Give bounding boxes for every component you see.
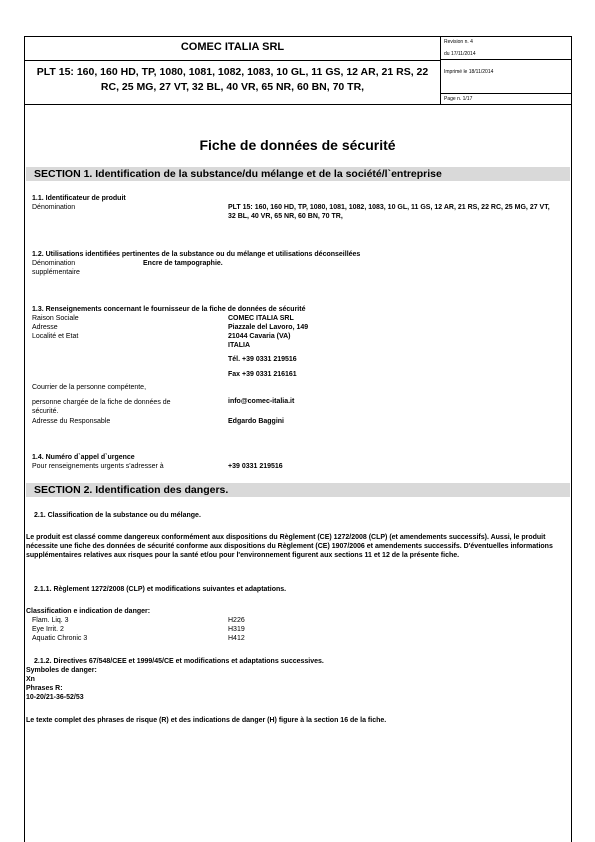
company-name: COMEC ITALIA SRL (25, 37, 440, 61)
s13-raison-value: COMEC ITALIA SRL (228, 315, 294, 322)
s13-email[interactable]: info@comec-italia.it (228, 398, 295, 405)
class-code-2: H319 (228, 626, 245, 633)
s13-localite-value2: ITALIA (228, 342, 251, 349)
s13-tel: Tél. +39 0331 219516 (228, 356, 297, 363)
class-code-1: H226 (228, 617, 245, 624)
s14-value: +39 0331 219516 (228, 463, 283, 470)
class-name-1: Flam. Liq. 3 (32, 617, 69, 624)
s12-label2: supplémentaire (32, 269, 80, 276)
s211-title: 2.1.1. Règlement 1272/2008 (CLP) et modifications suivantes et adaptations. (34, 586, 287, 593)
s12-label1: Dénomination (32, 260, 76, 267)
s13-raison-label: Raison Sociale (32, 315, 79, 322)
class-name-3: Aquatic Chronic 3 (32, 635, 88, 642)
print-date: Imprimé le 18/11/2014 (441, 60, 571, 94)
s13-resp-value: Edgardo Baggini (228, 418, 284, 425)
s13-localite-value1: 21044 Cavaria (VA) (228, 333, 291, 340)
s12-value: Encre de tampographie. (143, 260, 223, 267)
class-name-2: Eye Irrit. 2 (32, 626, 64, 633)
s14-title: 1.4. Numéro d`appel d`urgence (32, 454, 135, 461)
revision-number: Revision n. 4 (444, 39, 473, 45)
phrases-label: Phrases R: (26, 685, 63, 692)
s14-label: Pour renseignements urgents s'adresser à (32, 463, 164, 470)
s11-value: PLT 15: 160, 160 HD, TP, 1080, 1081, 1082, 1083, 10 GL, 11 GS, 12 AR, 21 RS, 22 RC, 25 MG, 27 VT, 32 BL, 40 VR, 65 NR, 60 BN, 70 TR, (228, 204, 550, 220)
s11-label: Dénomination (32, 204, 76, 211)
footer-paragraph: Le texte complet des phrases de risque (R) et des indications de danger (H) figure à la section 16 de la fiche. (26, 717, 387, 724)
phrases-value: 10-20/21-36-52/53 (26, 694, 84, 701)
document-title: Fiche de données de sécurité (199, 137, 396, 153)
s13-localite-label: Localité et Etat (32, 333, 79, 340)
revision-date: du 17/11/2014 (441, 48, 571, 60)
s12-title: 1.2. Utilisations identifiées pertinentes de la substance ou du mélange et utilisations déconseillées (32, 251, 361, 258)
page-number: Page n. 1/17 (444, 96, 473, 102)
s13-adresse-label: Adresse (32, 324, 58, 331)
s212-title: 2.1.2. Directives 67/548/CEE et 1999/45/CE et modifications et adaptations successives. (34, 658, 324, 665)
product-line: PLT 15: 160, 160 HD, TP, 1080, 1081, 1082, 1083, 10 GL, 11 GS, 12 AR, 21 RS, 22 RC, 25 MG, 27 VT, 32 BL, 40 VR, 65 NR, 60 BN, 70 TR, (36, 66, 429, 93)
s21-title: 2.1. Classification de la substance ou du mélange. (34, 512, 201, 519)
header-meta (441, 37, 571, 104)
document-header (24, 36, 572, 105)
s13-resp-label: Adresse du Responsable (32, 418, 111, 425)
s13-title: 1.3. Renseignements concernant le fournisseur de la fiche de données de sécurité (32, 306, 306, 313)
symbols-label: Symboles de danger: (26, 667, 97, 674)
symbols-value: Xn (26, 676, 35, 683)
s11-title: 1.1. Identificateur de produit (32, 195, 126, 202)
classification-label: Classification e indication de danger: (26, 608, 151, 615)
section2-heading: SECTION 2. Identification des dangers. (26, 483, 570, 497)
s21-paragraph: Le produit est classé comme dangereux conformément aux dispositions du Règlement (CE) 1272/2008 (CLP) (et amendements successifs). Aussi, le produit nécessite une fiche des données de sécurité conforme aux dispositions du Règlement (CE) 1907/2006 et amendements successifs. D'éventuelles informations supplémentaires relatives aux risques pour la santé et/ou pour l'environnement figurent aux sections 11 et 12 de la présente fiche. (26, 534, 553, 559)
header-main (25, 37, 441, 104)
s13-courrier1: Courrier de la personne compétente, (32, 384, 147, 391)
section1-heading: SECTION 1. Identification de la substance/du mélange et de la société/l`entreprise (26, 167, 570, 181)
s13-adresse-value: Piazzale del Lavoro, 149 (228, 324, 309, 331)
s13-fax: Fax +39 0331 216161 (228, 371, 297, 378)
class-code-3: H412 (228, 635, 245, 642)
s13-courrier3: sécurité. (32, 408, 59, 415)
s13-courrier2: personne chargée de la fiche de données de (32, 399, 171, 406)
